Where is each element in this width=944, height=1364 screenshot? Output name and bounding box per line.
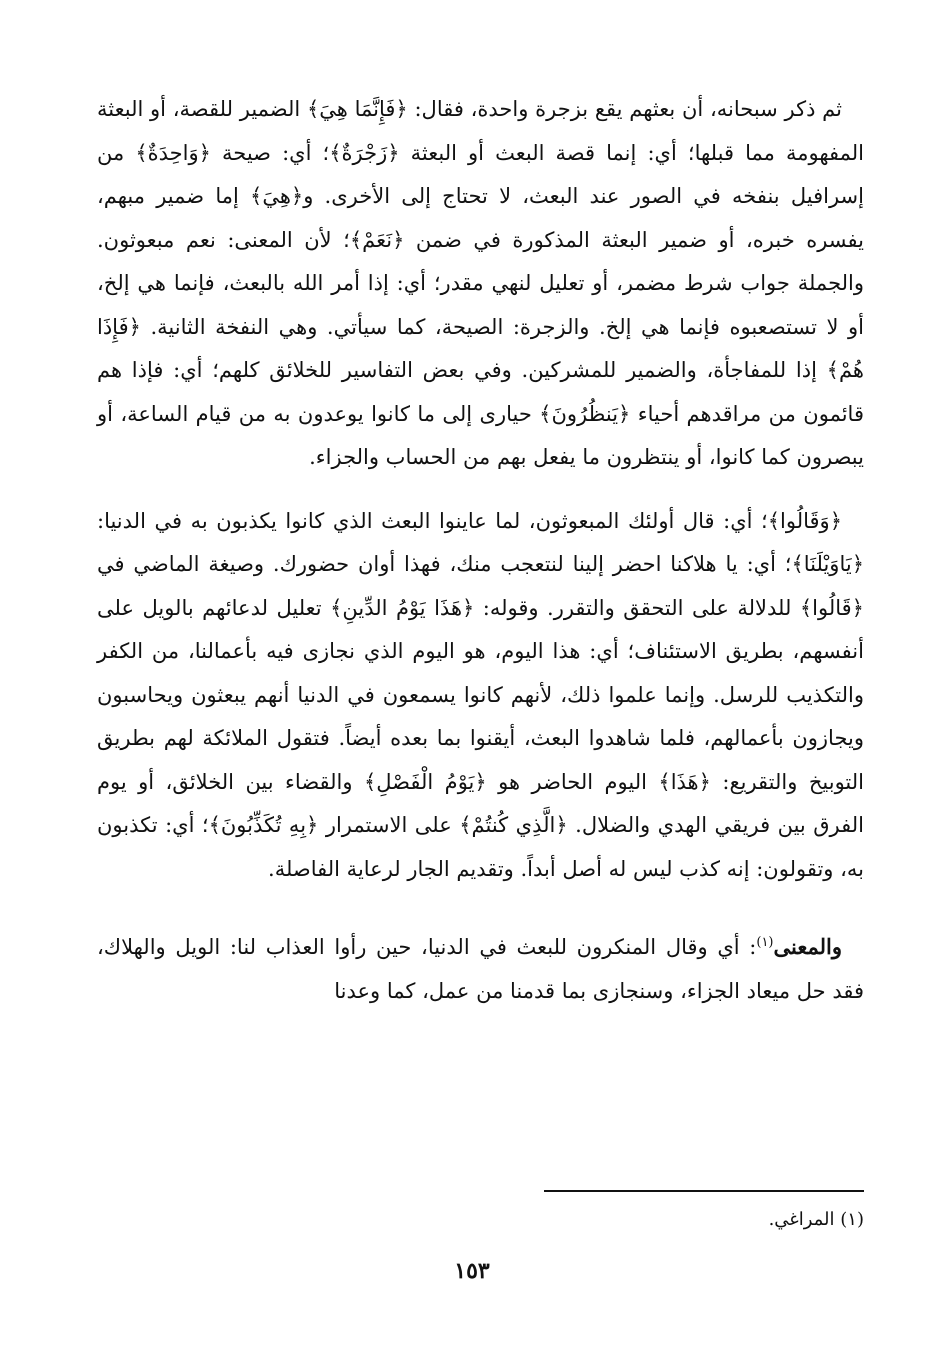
page-number: ١٥٣ [454, 1258, 490, 1284]
paragraph-3-body: : أي وقال المنكرون للبعث في الدنيا، حين رأوا العذاب لنا: الويل والهلاك، فقد حل ميعاد الجزاء، وسنجازى بما قدمنا من عمل، كما وعدنا [97, 935, 864, 1003]
paragraph-1: ثم ذكر سبحانه، أن بعثهم يقع بزجرة واحدة، فقال: ﴿فَإِنَّمَا هِيَ﴾ الضمير للقصة، أو البعثة المفهومة مما قبلها؛ أي: إنما قصة البعث أو البعثة ﴿زَجْرَةٌ﴾؛ أي: صيحة ﴿وَاحِدَةٌ﴾ من إسرافيل بنفخه في الصور عند البعث، لا تحتاج إلى الأخرى. و﴿هِيَ﴾ إما ضمير مبهم، يفسره خبره، أو ضمير البعثة المذكورة في ضمن ﴿نَعَمْ﴾؛ لأن المعنى: نعم مبعوثون. والجملة جواب شرط مضمر، أو تعليل لنهي مقدر؛ أي: إذا أمر الله بالبعث، فإنما هي إلخ، أو لا تستصعبوه فإنما هي إلخ. والزجرة: الصيحة، كما سيأتي. وهي النفخة الثانية. ﴿فَإِذَا هُمْ﴾ إذا للمفاجأة، والضمير للمشركين. وفي بعض التفاسير للخلائق كلهم؛ أي: فإذا هم قائمون من مراقدهم أحياء ﴿يَنظُرُونَ﴾ حيارى إلى ما كانوا يوعدون به من قيام الساعة، أو يبصرون كما كانوا، أو ينتظرون ما يفعل بهم من الحساب والجزاء. [97, 97, 864, 469]
footnote-marker: (١) [756, 935, 774, 950]
footnote-divider [544, 1190, 864, 1192]
paragraph-3 [97, 925, 864, 1013]
paragraph-3-lead: والمعنى [773, 934, 842, 959]
footnote: (١) المراغي. [768, 1209, 864, 1230]
paragraph-2: ﴿وَقَالُوا﴾؛ أي: قال أولئك المبعوثون، لما عاينوا البعث الذي كانوا يكذبون به في الدنيا: ﴿يَاوَيْلَنَا﴾؛ أي: يا هلاكنا احضر إلينا لنتعجب منك، فهذا أوان حضورك. وصيغة الماضي في ﴿قَالُوا﴾ للدلالة على التحقق والتقرر. وقوله: ﴿هَذَا يَوْمُ الدِّينِ﴾ تعليل لدعائهم بالويل على أنفسهم، بطريق الاستئناف؛ أي: هذا اليوم، هو اليوم الذي نجازى فيه بأعمالنا، من الكفر والتكذيب للرسل. وإنما علموا ذلك، لأنهم كانوا يسمعون في الدنيا أنهم يبعثون ويحاسبون ويجازون بأعمالهم، فلما شاهدوا البعث، أيقنوا بما بعده أيضاً. فتقول الملائكة لهم بطريق التوبيخ والتقريع: ﴿هَذَا﴾ اليوم الحاضر هو ﴿يَوْمُ الْفَصْلِ﴾ والقضاء بين الخلائق، أو يوم الفرق بين فريقي الهدي والضلال. ﴿الَّذِي كُنتُمْ﴾ على الاستمرار ﴿بِهِ تُكَذِّبُونَ﴾؛ أي: تكذبون به، وتقولون: إنه كذب ليس له أصل أبداً. وتقديم الجار لرعاية الفاصلة. [97, 508, 864, 881]
main-text [97, 88, 864, 1013]
